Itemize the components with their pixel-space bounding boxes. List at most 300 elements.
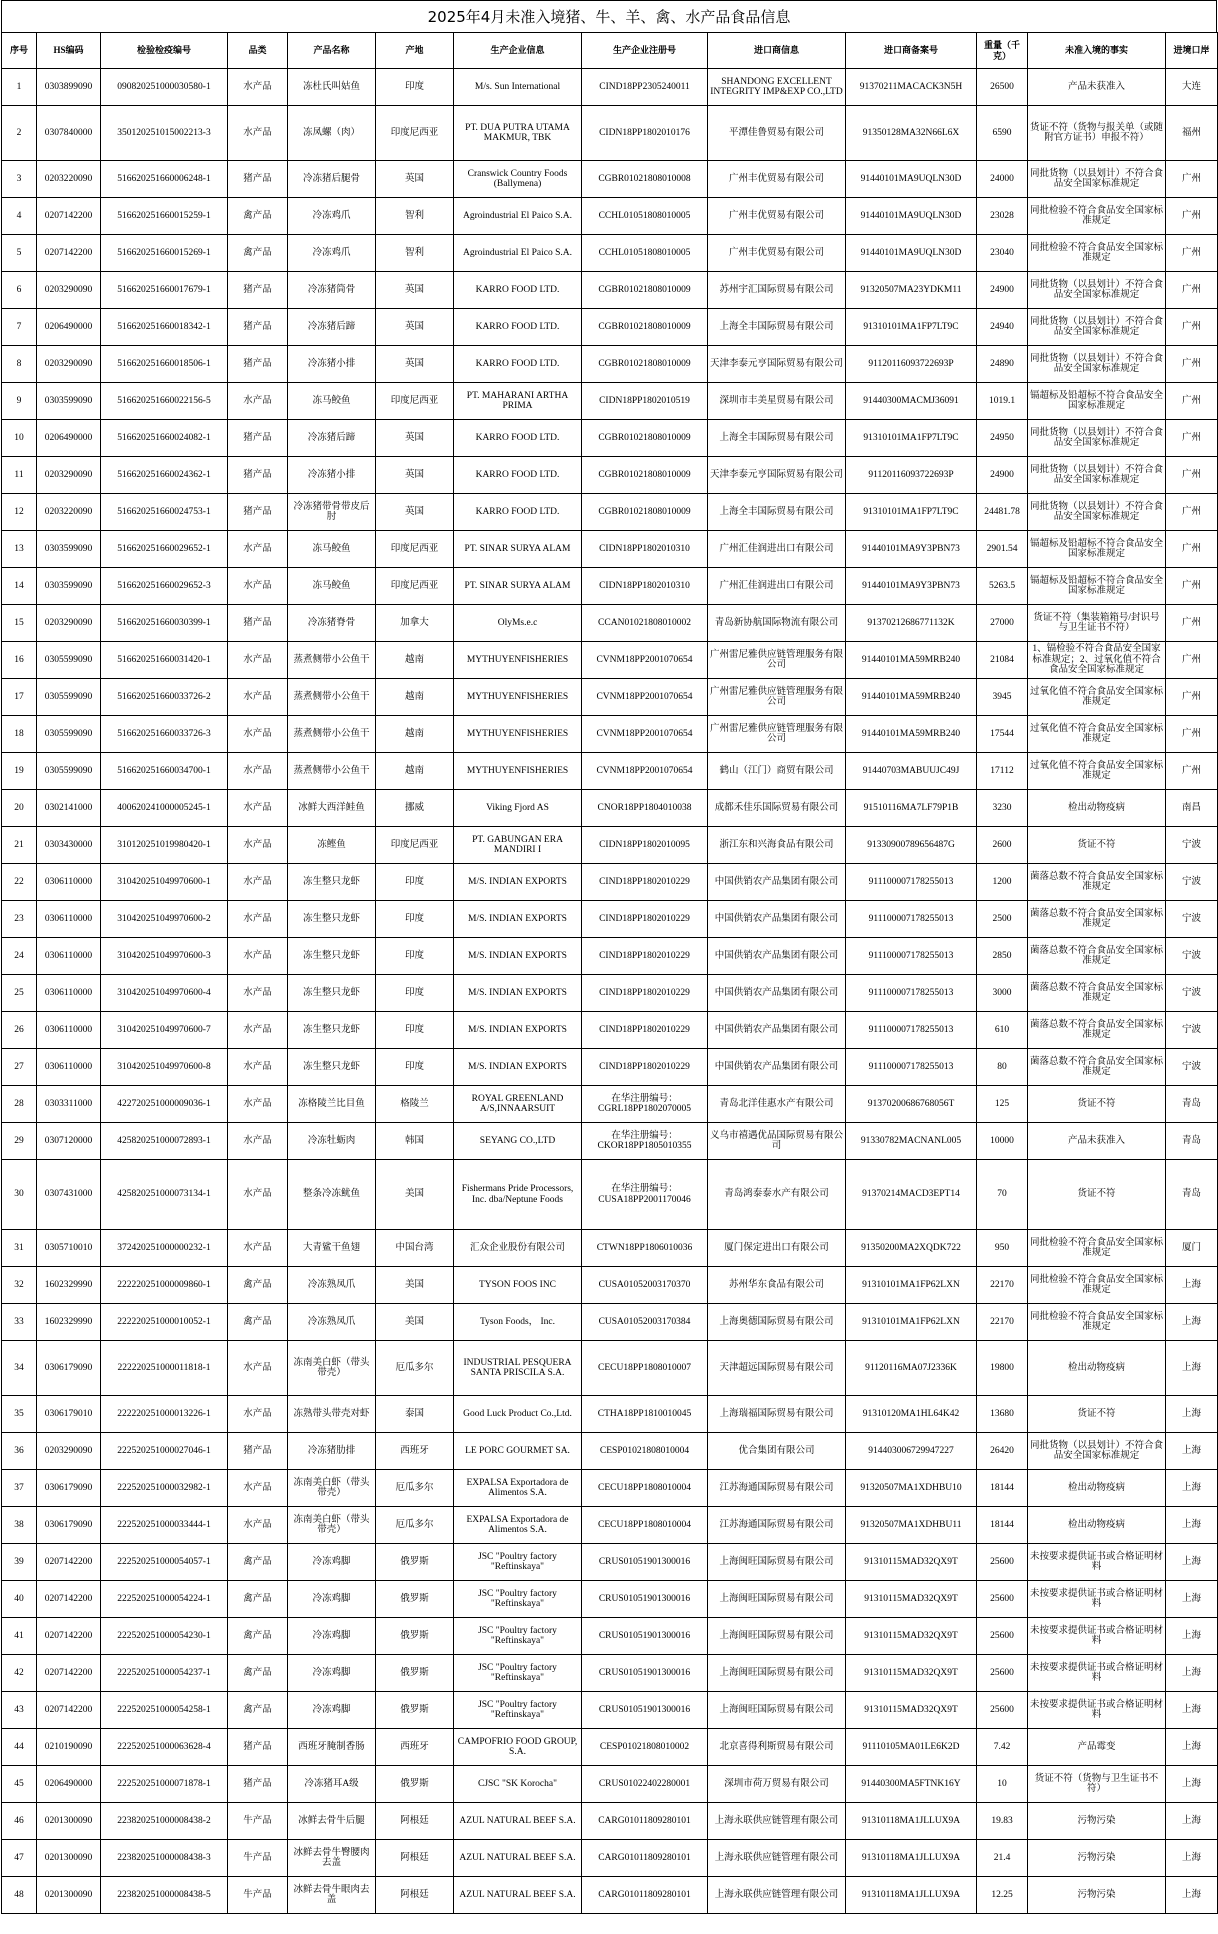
cell-port: 广州 (1166, 494, 1218, 531)
cell-hs: 0203290090 (37, 457, 101, 494)
cell-ciq: 222220251000011818-1 (101, 1341, 228, 1396)
cell-weight: 25600 (977, 1618, 1028, 1655)
header-producer-reg: 生产企业注册号 (582, 33, 708, 69)
document (1, 0, 1217, 1914)
cell-reg: CCAN01021808010002 (582, 605, 708, 642)
cell-hs: 0207142200 (37, 1655, 101, 1692)
cell-ciq: 516620251660029652-1 (101, 531, 228, 568)
cell-port: 上海 (1166, 1433, 1218, 1470)
cell-weight: 19.83 (977, 1803, 1028, 1840)
cell-no: 30 (2, 1160, 37, 1230)
cell-hs: 0303599090 (37, 568, 101, 605)
cell-hs: 0203290090 (37, 1433, 101, 1470)
cell-producer: Good Luck Product Co.,Ltd. (454, 1396, 582, 1433)
cell-no: 47 (2, 1840, 37, 1877)
cell-name: 冰鲜去骨牛臀腰肉去盖 (288, 1840, 376, 1877)
cell-importer: 江苏海通国际贸易有限公司 (708, 1507, 846, 1544)
cell-port: 青岛 (1166, 1086, 1218, 1123)
cell-origin: 印度 (376, 69, 454, 106)
cell-origin: 印度 (376, 864, 454, 901)
table-row (2, 864, 1218, 901)
cell-hs: 0305599090 (37, 716, 101, 753)
header-product-name: 产品名称 (288, 33, 376, 69)
cell-port: 广州 (1166, 346, 1218, 383)
cell-origin: 英国 (376, 161, 454, 198)
cell-no: 29 (2, 1123, 37, 1160)
table-row (2, 1729, 1218, 1766)
cell-importer: 江苏海通国际贸易有限公司 (708, 1470, 846, 1507)
cell-reason: 菌落总数不符合食品安全国家标准规定 (1028, 1012, 1166, 1049)
cell-port: 上海 (1166, 1470, 1218, 1507)
cell-name: 整条冷冻鱿鱼 (288, 1160, 376, 1230)
cell-name: 冻杜氏叫姑鱼 (288, 69, 376, 106)
cell-ciq: 222520251000054237-1 (101, 1655, 228, 1692)
table-row (2, 1544, 1218, 1581)
cell-reg: CARG01011809280101 (582, 1877, 708, 1914)
cell-ciq: 400620241000005245-1 (101, 790, 228, 827)
cell-port: 广州 (1166, 309, 1218, 346)
cell-reg: CRUS01022402280001 (582, 1766, 708, 1803)
cell-reason: 菌落总数不符合食品安全国家标准规定 (1028, 938, 1166, 975)
cell-importer: 青岛新协航国际物流有限公司 (708, 605, 846, 642)
cell-no: 11 (2, 457, 37, 494)
cell-cat: 水产品 (228, 106, 288, 161)
table-row (2, 1618, 1218, 1655)
cell-cat: 猪产品 (228, 1729, 288, 1766)
cell-importer-id: 91440300MA5FTNK16Y (846, 1766, 977, 1803)
cell-port: 广州 (1166, 235, 1218, 272)
cell-name: 冻熟带头带壳对虾 (288, 1396, 376, 1433)
cell-importer: 上海全丰国际贸易有限公司 (708, 420, 846, 457)
cell-importer-id: 91310118MA1JLLUX9A (846, 1840, 977, 1877)
cell-no: 21 (2, 827, 37, 864)
cell-ciq: 516620251660015259-1 (101, 198, 228, 235)
cell-origin: 英国 (376, 420, 454, 457)
cell-name: 冷冻猪脊骨 (288, 605, 376, 642)
cell-name: 冷冻猪后蹄 (288, 309, 376, 346)
cell-ciq: 222220251000010052-1 (101, 1304, 228, 1341)
cell-weight: 610 (977, 1012, 1028, 1049)
cell-reg: CIND18PP1802010229 (582, 1049, 708, 1086)
cell-hs: 0306110000 (37, 938, 101, 975)
cell-origin: 俄罗斯 (376, 1692, 454, 1729)
cell-no: 43 (2, 1692, 37, 1729)
cell-hs: 0306110000 (37, 1012, 101, 1049)
cell-weight: 7.42 (977, 1729, 1028, 1766)
cell-no: 41 (2, 1618, 37, 1655)
cell-cat: 水产品 (228, 938, 288, 975)
cell-importer-id: 91310115MAD32QX9T (846, 1581, 977, 1618)
cell-importer: 中国供销农产品集团有限公司 (708, 1049, 846, 1086)
cell-hs: 0306179090 (37, 1507, 101, 1544)
cell-weight: 3000 (977, 975, 1028, 1012)
cell-no: 35 (2, 1396, 37, 1433)
cell-origin: 俄罗斯 (376, 1766, 454, 1803)
cell-weight: 17112 (977, 753, 1028, 790)
cell-ciq: 222220251000013226-1 (101, 1396, 228, 1433)
table-row (2, 1049, 1218, 1086)
cell-no: 44 (2, 1729, 37, 1766)
cell-no: 20 (2, 790, 37, 827)
cell-producer: M/S. INDIAN EXPORTS (454, 1012, 582, 1049)
cell-importer-id: 91310101MA1FP62LXN (846, 1267, 977, 1304)
cell-name: 冷冻猪小排 (288, 457, 376, 494)
cell-weight: 24000 (977, 161, 1028, 198)
cell-port: 广州 (1166, 716, 1218, 753)
cell-importer-id: 911100007178255013 (846, 901, 977, 938)
cell-importer: 广州雷尼雅供应链管理服务有限公司 (708, 642, 846, 679)
cell-weight: 12.25 (977, 1877, 1028, 1914)
cell-importer-id: 91370200686768056T (846, 1086, 977, 1123)
cell-port: 上海 (1166, 1803, 1218, 1840)
cell-reg: CGBR01021808010009 (582, 272, 708, 309)
cell-origin: 俄罗斯 (376, 1581, 454, 1618)
cell-no: 22 (2, 864, 37, 901)
cell-no: 4 (2, 198, 37, 235)
cell-hs: 1602329990 (37, 1304, 101, 1341)
cell-hs: 0201300090 (37, 1803, 101, 1840)
cell-importer: 中国供销农产品集团有限公司 (708, 864, 846, 901)
table-row (2, 457, 1218, 494)
cell-producer: Viking Fjord AS (454, 790, 582, 827)
cell-reg: CVNM18PP2001070654 (582, 642, 708, 679)
cell-reg: CTHA18PP1810010045 (582, 1396, 708, 1433)
cell-cat: 猪产品 (228, 605, 288, 642)
cell-port: 青岛 (1166, 1123, 1218, 1160)
cell-weight: 21.4 (977, 1840, 1028, 1877)
cell-hs: 0307431000 (37, 1160, 101, 1230)
cell-cat: 禽产品 (228, 198, 288, 235)
cell-name: 冷冻猪筒骨 (288, 272, 376, 309)
cell-producer: Cranswick Country Foods (Ballymena) (454, 161, 582, 198)
table-row (2, 1470, 1218, 1507)
cell-cat: 水产品 (228, 69, 288, 106)
table-row (2, 975, 1218, 1012)
cell-hs: 0203290090 (37, 272, 101, 309)
cell-importer-id: 91310118MA1JLLUX9A (846, 1803, 977, 1840)
cell-hs: 0203290090 (37, 346, 101, 383)
cell-producer: JSC "Poultry factory "Reftinskaya" (454, 1581, 582, 1618)
cell-weight: 24890 (977, 346, 1028, 383)
cell-hs: 0305599090 (37, 679, 101, 716)
header-importer-id: 进口商备案号 (846, 33, 977, 69)
cell-port: 上海 (1166, 1304, 1218, 1341)
cell-hs: 0207142200 (37, 1618, 101, 1655)
cell-importer-id: 91120116093722693P (846, 457, 977, 494)
cell-port: 广州 (1166, 383, 1218, 420)
cell-hs: 0303430000 (37, 827, 101, 864)
cell-origin: 厄瓜多尔 (376, 1341, 454, 1396)
cell-reason: 货证不符 (1028, 1396, 1166, 1433)
table-row (2, 790, 1218, 827)
cell-port: 广州 (1166, 568, 1218, 605)
cell-port: 上海 (1166, 1507, 1218, 1544)
cell-name: 冻生整只龙虾 (288, 864, 376, 901)
cell-producer: JSC "Poultry factory "Reftinskaya" (454, 1692, 582, 1729)
data-table (1, 32, 1218, 1914)
cell-ciq: 310420251049970600-2 (101, 901, 228, 938)
cell-producer: AZUL NATURAL BEEF S.A. (454, 1840, 582, 1877)
cell-producer: MYTHUYENFISHERIES (454, 642, 582, 679)
cell-importer-id: 91110105MA01LE6K2D (846, 1729, 977, 1766)
cell-ciq: 222520251000032982-1 (101, 1470, 228, 1507)
cell-importer-id: 91440101MA9Y3PBN73 (846, 531, 977, 568)
cell-name: 冷冻鸡脚 (288, 1655, 376, 1692)
cell-reg: CIDN18PP1802010176 (582, 106, 708, 161)
cell-cat: 禽产品 (228, 1544, 288, 1581)
table-row (2, 1692, 1218, 1729)
cell-producer: SEYANG CO.,LTD (454, 1123, 582, 1160)
cell-reg: CVNM18PP2001070654 (582, 716, 708, 753)
cell-ciq: 222520251000054224-1 (101, 1581, 228, 1618)
cell-ciq: 372420251000000232-1 (101, 1230, 228, 1267)
table-row (2, 346, 1218, 383)
cell-cat: 水产品 (228, 1049, 288, 1086)
cell-cat: 水产品 (228, 975, 288, 1012)
cell-reason: 产品未获准入 (1028, 69, 1166, 106)
cell-port: 上海 (1166, 1692, 1218, 1729)
cell-producer: M/S. INDIAN EXPORTS (454, 1049, 582, 1086)
cell-weight: 23028 (977, 198, 1028, 235)
cell-producer: ROYAL GREENLAND A/S,INNAARSUIT (454, 1086, 582, 1123)
cell-reg: CGBR01021808010009 (582, 346, 708, 383)
table-row (2, 901, 1218, 938)
cell-cat: 猪产品 (228, 161, 288, 198)
cell-weight: 2901.54 (977, 531, 1028, 568)
cell-importer: 天津李泰元亨国际贸易有限公司 (708, 346, 846, 383)
cell-hs: 0203290090 (37, 605, 101, 642)
cell-port: 上海 (1166, 1877, 1218, 1914)
cell-cat: 水产品 (228, 1507, 288, 1544)
cell-port: 宁波 (1166, 827, 1218, 864)
cell-reason: 菌落总数不符合食品安全国家标准规定 (1028, 975, 1166, 1012)
cell-reg: CIND18PP1802010229 (582, 975, 708, 1012)
cell-port: 上海 (1166, 1766, 1218, 1803)
cell-no: 3 (2, 161, 37, 198)
cell-reg: CIDN18PP1802010095 (582, 827, 708, 864)
cell-port: 宁波 (1166, 901, 1218, 938)
cell-port: 宁波 (1166, 864, 1218, 901)
cell-name: 冻马鲛鱼 (288, 568, 376, 605)
cell-port: 上海 (1166, 1655, 1218, 1692)
cell-origin: 英国 (376, 494, 454, 531)
cell-origin: 厄瓜多尔 (376, 1507, 454, 1544)
cell-origin: 美国 (376, 1267, 454, 1304)
cell-port: 上海 (1166, 1581, 1218, 1618)
cell-cat: 水产品 (228, 1086, 288, 1123)
cell-port: 上海 (1166, 1544, 1218, 1581)
cell-cat: 猪产品 (228, 420, 288, 457)
cell-port: 广州 (1166, 642, 1218, 679)
cell-reg: CGBR01021808010008 (582, 161, 708, 198)
cell-producer: EXPALSA Exportadora de Alimentos S.A. (454, 1507, 582, 1544)
cell-hs: 0206490000 (37, 420, 101, 457)
cell-weight: 2500 (977, 901, 1028, 938)
cell-importer-id: 911100007178255013 (846, 1012, 977, 1049)
cell-ciq: 310420251049970600-4 (101, 975, 228, 1012)
cell-hs: 0203220090 (37, 161, 101, 198)
table-row (2, 1877, 1218, 1914)
cell-weight: 26500 (977, 69, 1028, 106)
cell-port: 广州 (1166, 679, 1218, 716)
cell-origin: 西班牙 (376, 1729, 454, 1766)
cell-producer: MYTHUYENFISHERIES (454, 753, 582, 790)
cell-importer: 上海全丰国际贸易有限公司 (708, 494, 846, 531)
cell-hs: 0207142200 (37, 198, 101, 235)
cell-importer: 成都禾佳乐国际贸易有限公司 (708, 790, 846, 827)
cell-no: 5 (2, 235, 37, 272)
cell-importer-id: 91320507MA1XDHBU11 (846, 1507, 977, 1544)
cell-hs: 0305599090 (37, 642, 101, 679)
cell-importer: 浙江东和兴海食品有限公司 (708, 827, 846, 864)
cell-port: 青岛 (1166, 1160, 1218, 1230)
cell-port: 宁波 (1166, 975, 1218, 1012)
cell-cat: 水产品 (228, 901, 288, 938)
cell-weight: 6590 (977, 106, 1028, 161)
table-row (2, 716, 1218, 753)
cell-name: 冷冻鸡脚 (288, 1581, 376, 1618)
cell-importer: 厦门保定进出口有限公司 (708, 1230, 846, 1267)
cell-no: 6 (2, 272, 37, 309)
cell-producer: KARRO FOOD LTD. (454, 494, 582, 531)
table-row (2, 1230, 1218, 1267)
header-importer: 进口商信息 (708, 33, 846, 69)
table-row (2, 1581, 1218, 1618)
cell-reg: 在华注册编号：CGRL18PP1802070005 (582, 1086, 708, 1123)
cell-ciq: 516620251660022156-5 (101, 383, 228, 420)
cell-weight: 5263.5 (977, 568, 1028, 605)
cell-reg: CNOR18PP1804010038 (582, 790, 708, 827)
cell-hs: 0207142200 (37, 1544, 101, 1581)
cell-importer: 广州汇佳润进出口有限公司 (708, 531, 846, 568)
cell-no: 1 (2, 69, 37, 106)
cell-importer-id: 911100007178255013 (846, 975, 977, 1012)
cell-port: 宁波 (1166, 1049, 1218, 1086)
cell-weight: 25600 (977, 1581, 1028, 1618)
cell-importer-id: 91310115MAD32QX9T (846, 1618, 977, 1655)
cell-no: 7 (2, 309, 37, 346)
cell-importer: 中国供销农产品集团有限公司 (708, 1012, 846, 1049)
cell-weight: 950 (977, 1230, 1028, 1267)
cell-importer-id: 91510116MA7LF79P1B (846, 790, 977, 827)
cell-importer: 上海瑞福国际贸易有限公司 (708, 1396, 846, 1433)
cell-importer-id: 91310101MA1FP62LXN (846, 1304, 977, 1341)
cell-reg: CECU18PP1808010004 (582, 1470, 708, 1507)
cell-origin: 西班牙 (376, 1433, 454, 1470)
cell-importer-id: 91440101MA9UQLN30D (846, 161, 977, 198)
cell-importer: 义乌市禧遇优品国际贸易有限公司 (708, 1123, 846, 1160)
cell-hs: 1602329990 (37, 1267, 101, 1304)
cell-importer: 鹤山（江门）商贸有限公司 (708, 753, 846, 790)
table-row (2, 1655, 1218, 1692)
cell-importer-id: 91440101MA9UQLN30D (846, 198, 977, 235)
cell-no: 9 (2, 383, 37, 420)
cell-name: 冷冻鸡脚 (288, 1544, 376, 1581)
cell-ciq: 516620251660030399-1 (101, 605, 228, 642)
cell-reg: CIND18PP1802010229 (582, 901, 708, 938)
cell-producer: INDUSTRIAL PESQUERA SANTA PRISCILA S.A. (454, 1341, 582, 1396)
table-row (2, 494, 1218, 531)
cell-importer: 广州汇佳润进出口有限公司 (708, 568, 846, 605)
cell-reg: CVNM18PP2001070654 (582, 753, 708, 790)
cell-reason: 检出动物疫病 (1028, 790, 1166, 827)
cell-importer: 上海闽旺国际贸易有限公司 (708, 1655, 846, 1692)
cell-importer-id: 91310101MA1FP7LT9C (846, 309, 977, 346)
cell-reg: CIND18PP2305240011 (582, 69, 708, 106)
cell-origin: 阿根廷 (376, 1877, 454, 1914)
cell-hs: 0206490000 (37, 309, 101, 346)
cell-hs: 0207142200 (37, 1581, 101, 1618)
cell-origin: 英国 (376, 457, 454, 494)
cell-name: 冷冻熟凤爪 (288, 1304, 376, 1341)
cell-importer: 上海永联供应链管理有限公司 (708, 1877, 846, 1914)
cell-hs: 0201300090 (37, 1840, 101, 1877)
cell-importer-id: 91350128MA32N66L6X (846, 106, 977, 161)
cell-ciq: 516620251660017679-1 (101, 272, 228, 309)
cell-reason: 检出动物疫病 (1028, 1507, 1166, 1544)
cell-weight: 24900 (977, 272, 1028, 309)
cell-reg: CRUS01051901300016 (582, 1655, 708, 1692)
cell-cat: 猪产品 (228, 457, 288, 494)
cell-cat: 禽产品 (228, 1692, 288, 1729)
cell-origin: 印度 (376, 975, 454, 1012)
cell-no: 36 (2, 1433, 37, 1470)
table-row (2, 309, 1218, 346)
cell-weight: 80 (977, 1049, 1028, 1086)
cell-ciq: 090820251000030580-1 (101, 69, 228, 106)
cell-weight: 125 (977, 1086, 1028, 1123)
cell-weight: 70 (977, 1160, 1028, 1230)
cell-origin: 俄罗斯 (376, 1655, 454, 1692)
cell-port: 厦门 (1166, 1230, 1218, 1267)
cell-origin: 挪威 (376, 790, 454, 827)
cell-hs: 0207142200 (37, 235, 101, 272)
cell-importer-id: 91440101MA9Y3PBN73 (846, 568, 977, 605)
cell-no: 45 (2, 1766, 37, 1803)
cell-weight: 2600 (977, 827, 1028, 864)
cell-reason: 未按要求提供证书或合格证明材料 (1028, 1618, 1166, 1655)
cell-port: 广州 (1166, 198, 1218, 235)
cell-ciq: 516620251660031420-1 (101, 642, 228, 679)
cell-reg: CGBR01021808010009 (582, 457, 708, 494)
cell-origin: 英国 (376, 309, 454, 346)
cell-name: 冰鲜去骨牛后腿 (288, 1803, 376, 1840)
cell-no: 8 (2, 346, 37, 383)
cell-ciq: 222520251000054230-1 (101, 1618, 228, 1655)
cell-reg: CIND18PP1802010229 (582, 938, 708, 975)
cell-importer: 上海全丰国际贸易有限公司 (708, 309, 846, 346)
header-reason: 未准入境的事实 (1028, 33, 1166, 69)
cell-hs: 0306110000 (37, 901, 101, 938)
table-row (2, 753, 1218, 790)
cell-reg: CIND18PP1802010229 (582, 864, 708, 901)
cell-reason: 未按要求提供证书或合格证明材料 (1028, 1581, 1166, 1618)
cell-importer: 上海闽旺国际贸易有限公司 (708, 1692, 846, 1729)
cell-importer: 优合集团有限公司 (708, 1433, 846, 1470)
cell-no: 12 (2, 494, 37, 531)
cell-origin: 智利 (376, 198, 454, 235)
cell-origin: 印度 (376, 1049, 454, 1086)
cell-name: 冷冻猪后腿骨 (288, 161, 376, 198)
cell-port: 广州 (1166, 272, 1218, 309)
cell-origin: 阿根廷 (376, 1840, 454, 1877)
cell-port: 上海 (1166, 1396, 1218, 1433)
cell-reason: 过氧化值不符合食品安全国家标准规定 (1028, 679, 1166, 716)
cell-reason: 未按要求提供证书或合格证明材料 (1028, 1655, 1166, 1692)
cell-weight: 27000 (977, 605, 1028, 642)
cell-importer: 上海闽旺国际贸易有限公司 (708, 1581, 846, 1618)
cell-weight: 23040 (977, 235, 1028, 272)
